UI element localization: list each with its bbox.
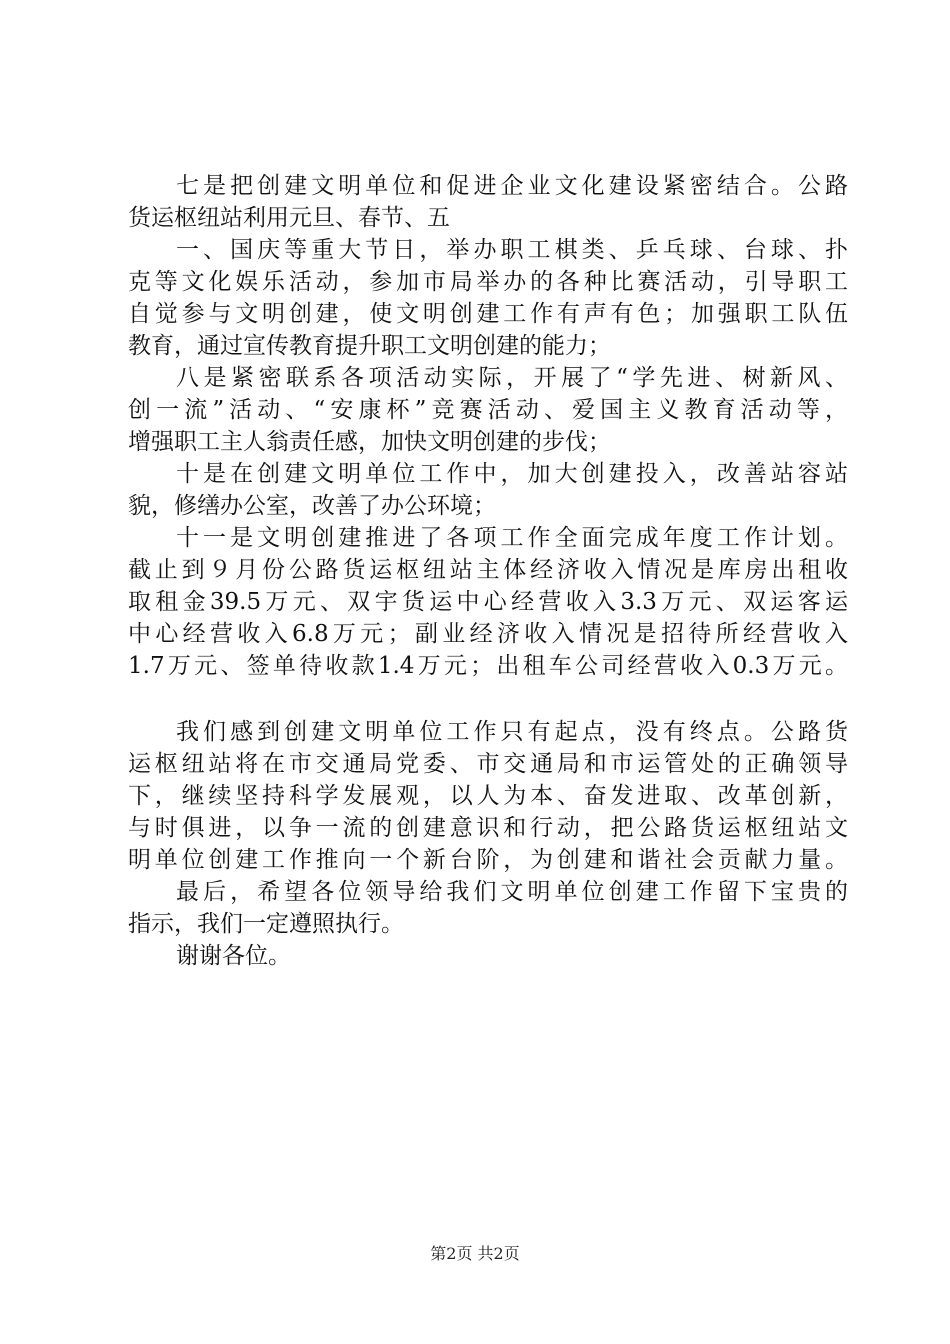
text-line: 取租金39.5万元、双宇货运中心经营收入3.3万元、双运客运: [128, 589, 848, 615]
text-line: 貌，修缮办公室，改善了办公环境；: [128, 493, 496, 519]
text-line: 截止到９月份公路货运枢纽站主体经济收入情况是库房出租收: [128, 557, 848, 583]
text-line: 中心经营收入6.8万元；副业经济收入情况是招待所经营收入: [128, 621, 848, 647]
text-line: 下，继续坚持科学发展观，以人为本、奋发进取、改革创新，: [128, 783, 848, 809]
paragraph-gap: [128, 682, 848, 716]
text-line: 增强职工主人翁责任感，加快文明创建的步伐；: [128, 429, 611, 455]
text-line: 1.7万元、签单待收款1.4万元；出租车公司经营收入0.3万元。: [128, 653, 848, 679]
text-line: 教育，通过宣传教育提升职工文明创建的能力；: [128, 333, 611, 359]
text-line: 创一流”活动、“安康杯”竞赛活动、爱国主义教育活动等，: [128, 397, 848, 423]
text-line: 十一是文明创建推进了各项工作全面完成年度工作计划。: [176, 525, 848, 551]
text-line: 与时俱进，以争一流的创建意识和行动，把公路货运枢纽站文: [128, 815, 848, 841]
text-line: 货运枢纽站利用元旦、春节、五: [128, 205, 450, 231]
text-line: 八是紧密联系各项活动实际，开展了“学先进、树新风、: [176, 365, 848, 391]
text-line: 明单位创建工作推向一个新台阶，为创建和谐社会贡献力量。: [128, 847, 848, 873]
text-line: 谢谢各位。: [176, 943, 291, 969]
text-line: 指示，我们一定遵照执行。: [128, 911, 404, 937]
text-line: 我们感到创建文明单位工作只有起点，没有终点。公路货: [176, 719, 848, 745]
text-line: 运枢纽站将在市交通局党委、市交通局和市运管处的正确领导: [128, 751, 848, 777]
document-body: [128, 170, 848, 972]
text-line: 自觉参与文明创建，使文明创建工作有声有色；加强职工队伍: [128, 301, 848, 327]
text-line: 七是把创建文明单位和促进企业文化建设紧密结合。公路: [176, 173, 848, 199]
text-line: 最后，希望各位领导给我们文明单位创建工作留下宝贵的: [176, 879, 848, 905]
text-line: 克等文化娱乐活动，参加市局举办的各种比赛活动，引导职工: [128, 269, 848, 295]
text-line: 十是在创建文明单位工作中，加大创建投入，改善站容站: [176, 461, 848, 487]
page-number: 第2页 共2页: [430, 1244, 520, 1263]
text-line: 一、国庆等重大节日，举办职工棋类、乒乓球、台球、扑: [176, 237, 848, 263]
